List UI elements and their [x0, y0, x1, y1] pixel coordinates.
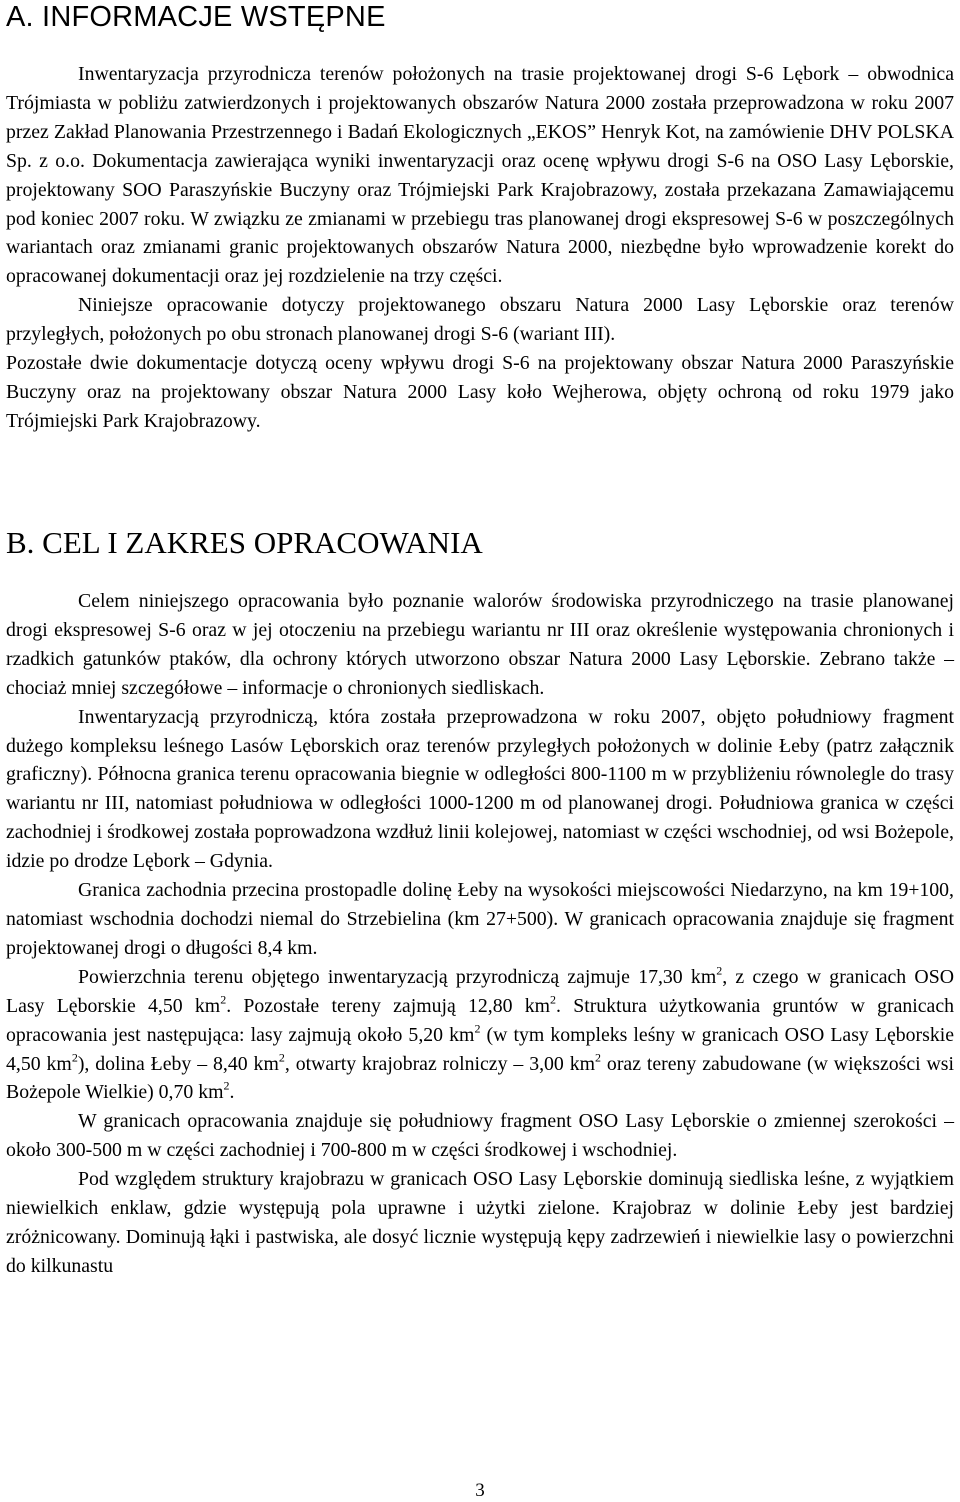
- area-exponent-1: 2: [716, 963, 723, 978]
- section-b-paragraph-1: Celem niniejszego opracowania było poznanie walorów środowiska przyrodniczego na trasie planowanej drogi ekspresowej S-6 oraz w jej otoczeniu na przebiegu wariantu nr III oraz określenie występowania chronionych i rzadkich gatunków ptaków, dla ochrony których utworzono obszar Natura 2000 Lasy Lęborskie. Zebrano także – chociaż mniej szczegółowe – informacje o chronionych siedliskach.: [6, 590, 954, 699]
- area-text-5: (w tym kompleks leśny w granicach OSO Lasy Lęborskie 4,50 km: [6, 1023, 954, 1075]
- section-b-body: [6, 587, 954, 1281]
- area-exponent-2: 2: [220, 992, 227, 1007]
- section-a-paragraph-1: Inwentaryzacja przyrodnicza terenów położonych na trasie projektowanej drogi S-6 Lębork – obwodnica Trójmiasta w pobliżu zatwierdzonych i projektowanych obszarów Natura 2000 została przeprowadzona w roku 2007 przez Zakład Planowania Przestrzennego i Badań Ekologicznych „EKOS” Henryk Kot, na zamówienie DHV POLSKA Sp. z o.o. Dokumentacja zawierająca wyniki inwentaryzacji oraz ocenę wpływu drogi S-6 na OSO Lasy Lęborskie, projektowany SOO Paraszyńskie Buczyny oraz Trójmiejski Park Krajobrazowy, została przekazana Zamawiającemu pod koniec 2007 roku. W związku ze zmianami w przebiegu tras planowanej drogi ekspresowej S-6 w poszczególnych wariantach oraz zmianami granic projektowanych obszarów Natura 2000, niezbędne było wprowadzenie korekt do opracowanej dokumentacji oraz jej rozdzielenie na trzy części.: [6, 63, 954, 288]
- section-a-heading: A. INFORMACJE WSTĘPNE: [6, 1, 386, 33]
- section-b-area-paragraph: [6, 963, 954, 1108]
- section-b-paragraph-5: W granicach opracowania znajduje się południowy fragment OSO Lasy Lęborskie o zmiennej szerokości – około 300-500 m w części zachodniej i 700-800 m w części środkowej i wschodniej.: [6, 1110, 954, 1162]
- area-text-2: , z czego w granicach OSO Lasy Lęborskie 4,50 km: [6, 965, 954, 1017]
- section-a-paragraph-2: Niniejsze opracowanie dotyczy projektowanego obszaru Natura 2000 Lasy Lęborskie oraz terenów przyległych, położonych po obu stronach planowanej drogi S-6 (wariant III).: [6, 294, 954, 346]
- section-b-paragraph-2: Inwentaryzacją przyrodniczą, która została przeprowadzona w roku 2007, objęto południowy fragment dużego kompleksu leśnego Lasów Lęborskich oraz terenów przyległych położonych w dolinie Łeby (patrz załącznik graficzny). Północna granica terenu opracowania biegnie w odległości 800-1100 m w przybliżeniu równolegle do trasy wariantu nr III, natomiast południowa w odległości 1000-1200 m od planowanej drogi. Południowa granica w części zachodniej i środkowej została poprowadzona wzdłuż linii kolejowej, natomiast w części wschodniej, od wsi Bożepole, idzie po drodze Lębork – Gdynia.: [6, 705, 954, 873]
- area-exponent-5: 2: [71, 1050, 78, 1065]
- area-text-8: oraz tereny zabudowane (w większości wsi Bożepole Wielkie) 0,70 km: [6, 1052, 955, 1104]
- section-b-paragraph-6: Pod względem struktury krajobrazu w granicach OSO Lasy Lęborskie dominują siedliska leśne, z wyjątkiem niewielkich enklaw, gdzie występują pola uprawne i użytki zielone. Krajobraz w dolinie Łeby jest bardziej zróżnicowany. Dominują łąki i pastwiska, ale dosyć licznie występują kępy zadrzewień i niewielkie lasy o powierzchni do kilkunastu: [6, 1168, 954, 1277]
- area-exponent-6: 2: [278, 1050, 285, 1065]
- area-exponent-4: 2: [474, 1021, 481, 1036]
- area-text-1: Powierzchnia terenu objętego inwentaryzacją przyrodniczą zajmuje 17,30 km: [78, 965, 717, 988]
- area-text-3: . Pozostałe tereny zajmują 12,80 km: [226, 994, 551, 1017]
- area-text-9: .: [229, 1081, 235, 1104]
- area-exponent-3: 2: [550, 992, 557, 1007]
- section-b-heading: B. CEL I ZAKRES OPRACOWANIA: [6, 525, 483, 560]
- area-exponent-7: 2: [595, 1050, 602, 1065]
- section-b-paragraph-3: Granica zachodnia przecina prostopadle dolinę Łeby na wysokości miejscowości Niedarzyno, na km 19+100, natomiast wschodnia dochodzi niemal do Strzebielina (km 27+500). W granicach opracowania znajduje się fragment projektowanej drogi o długości 8,4 km.: [6, 879, 954, 959]
- area-text-7: , otwarty krajobraz rolniczy – 3,00 km: [284, 1052, 596, 1075]
- area-text-6: ), dolina Łeby – 8,40 km: [77, 1052, 279, 1075]
- page-number: 3: [475, 1480, 485, 1501]
- area-exponent-8: 2: [223, 1079, 230, 1094]
- section-a-body: [6, 60, 954, 436]
- section-a-paragraph-3: Pozostałe dwie dokumentacje dotyczą oceny wpływu drogi S-6 na projektowany obszar Natura 2000 Paraszyńskie Buczyny oraz na projektowany obszar Natura 2000 Lasy koło Wejherowa, objęty ochroną od roku 1979 jako Trójmiejski Park Krajobrazowy.: [6, 352, 954, 432]
- area-text-4: . Struktura użytkowania gruntów w granicach opracowania jest następująca: lasy zajmują około 5,20 km: [6, 994, 955, 1046]
